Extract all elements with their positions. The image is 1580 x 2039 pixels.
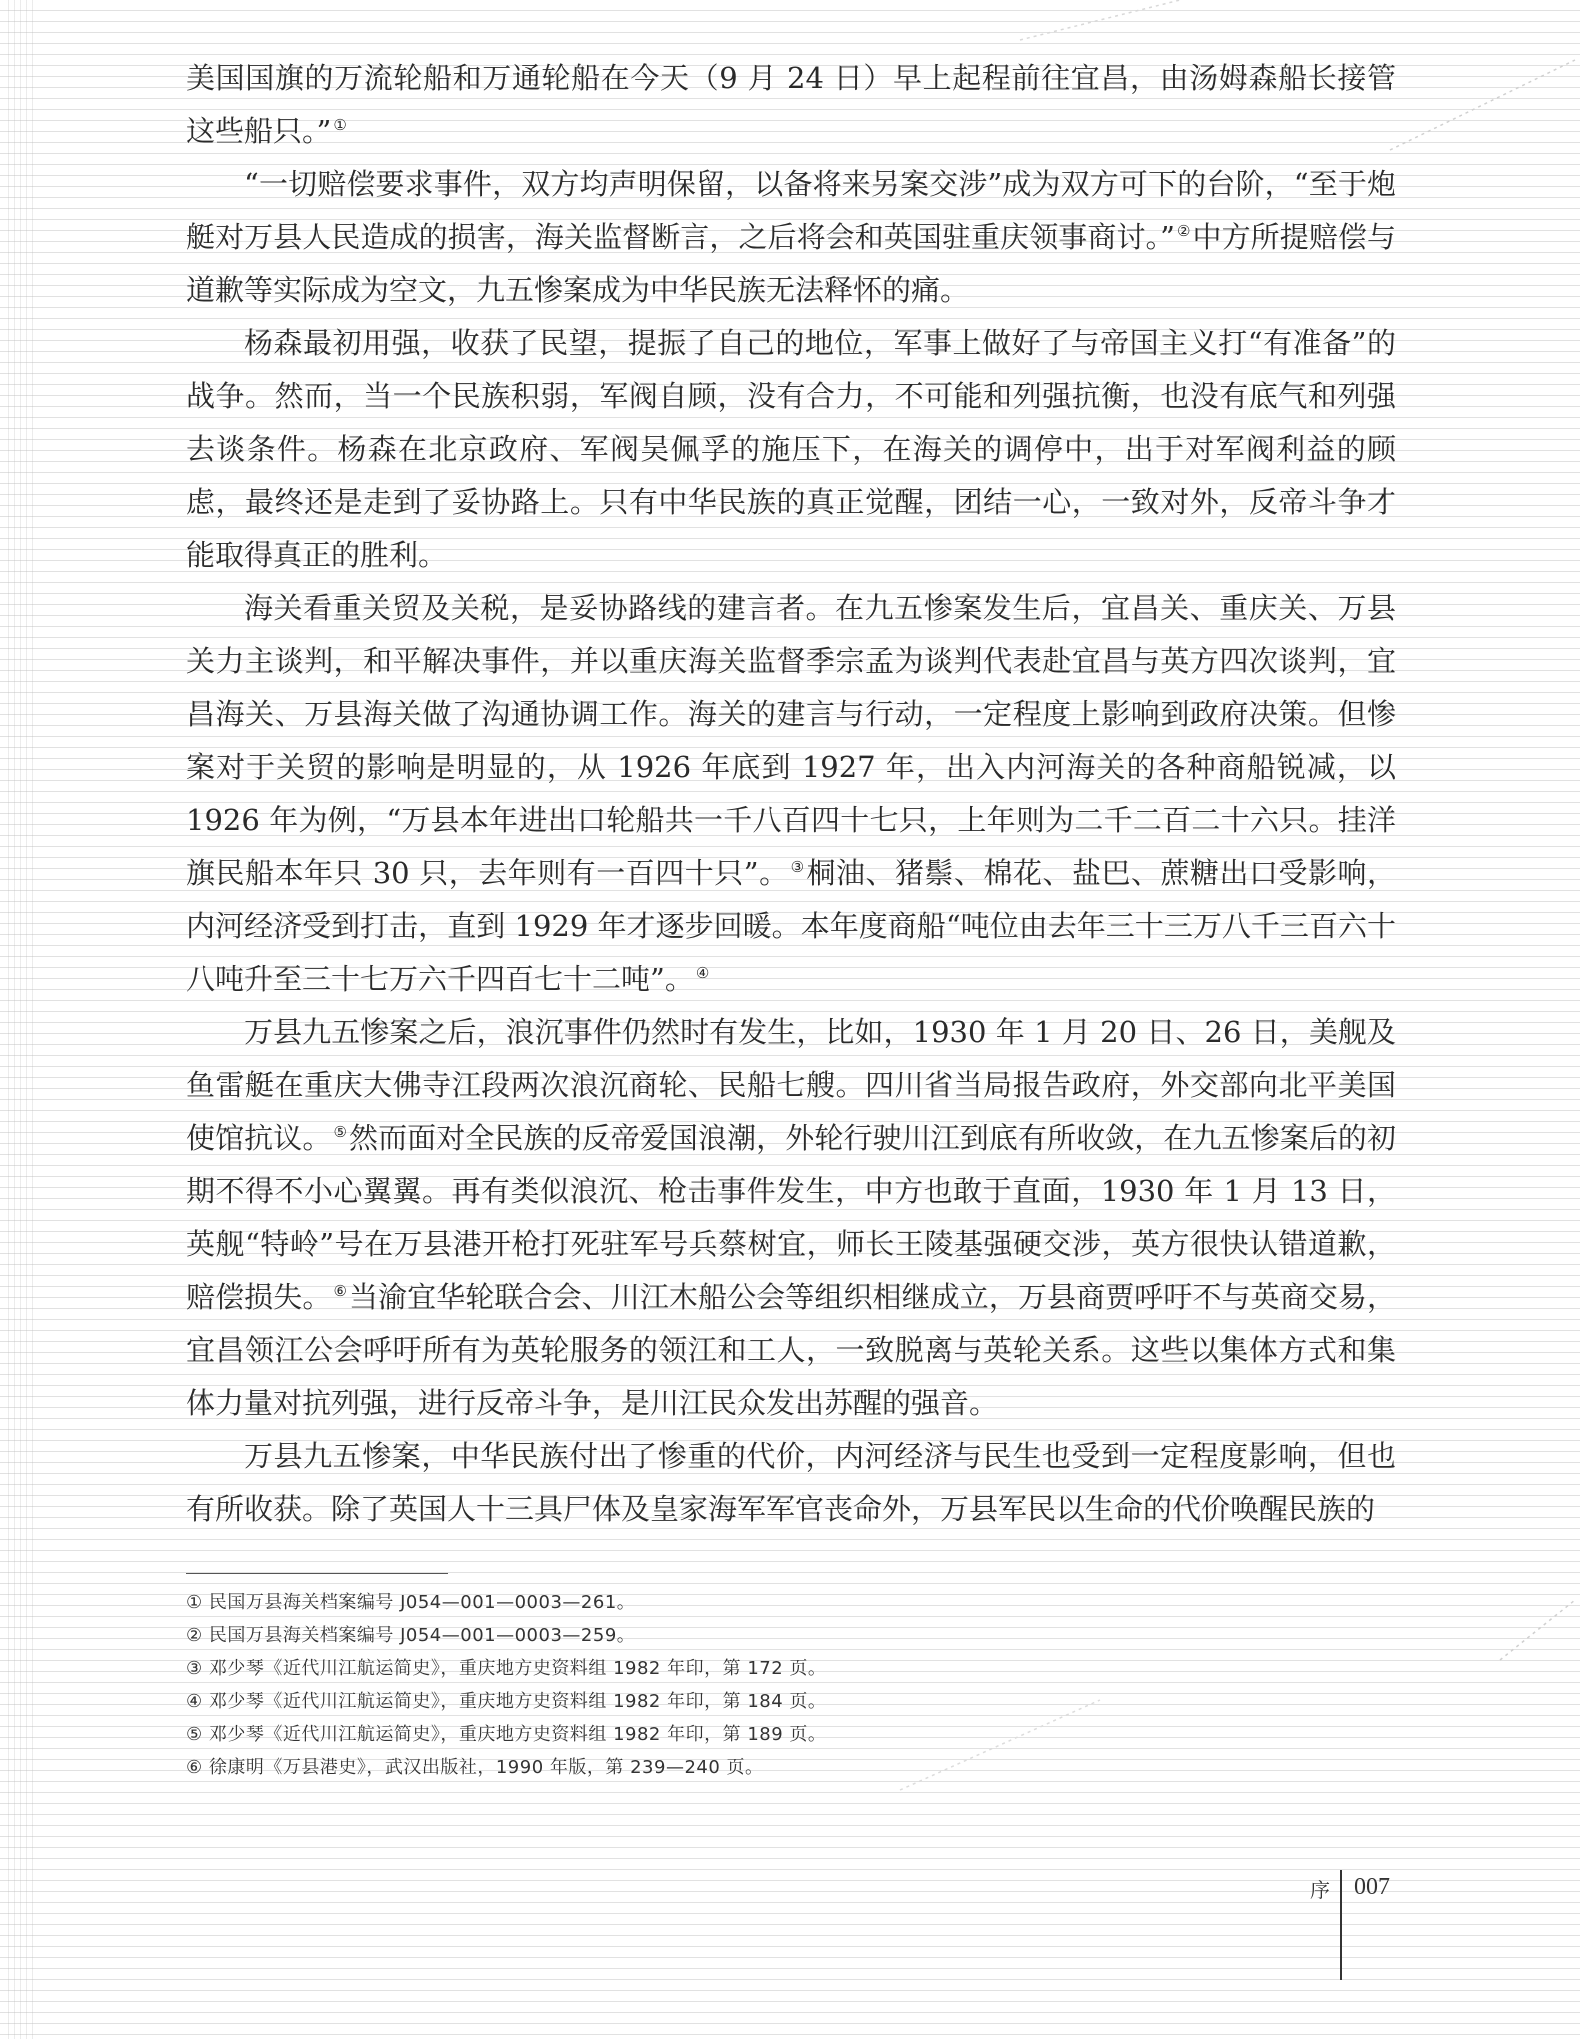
footnote: ⑤ 邓少琴《近代川江航运简史》，重庆地方史资料组 1982 年印，第 189 页。 bbox=[186, 1724, 827, 1745]
paragraph bbox=[186, 52, 1396, 158]
footnote-marker: ⑥ bbox=[333, 1282, 347, 1301]
paragraph-text: 海关看重关贸及关税，是妥协路线的建言者。在九五惨案发生后，宜昌关、重庆关、万县关力主谈判，和平解决事件，并以重庆海关监督季宗孟为谈判代表赴宜昌与英方四次谈判，宜昌海关、万县海关做了沟通协调工作。海关的建言与行动，一定程度上影响到政府决策。但惨案对于关贸的影响是明显的，从 1926 年底到 1927 年，出入内河海关的各种商船锐减，以 1926 年为例，“万县本年进出口轮船共一千八百四十七只，上年则为二千二百二十六只。挂洋旗民船本年只 30 只，去年则有一百四十只”。 bbox=[186, 591, 1396, 890]
footnote-marker: ② bbox=[1176, 222, 1191, 241]
page-number: 007 bbox=[1354, 1874, 1390, 1900]
paragraph-text: “一切赔偿要求事件，双方均声明保留，以备将来另案交涉”成为双方可下的台阶，“至于炮艇对万县人民造成的损害，海关监督断言，之后将会和英国驻重庆领事商讨。” bbox=[186, 167, 1396, 254]
footnote-marker: ③ bbox=[790, 858, 805, 877]
main-text bbox=[186, 52, 1396, 1536]
footer-divider bbox=[1340, 1870, 1342, 1980]
footnote: ② 民国万县海关档案编号 J054—001—0003—259。 bbox=[186, 1625, 636, 1646]
paragraph-text: 桐油、猪鬃、棉花、盐巴、蔗糖出口受影响，内河经济受到打击，直到 1929 年才逐步回暖。本年度商船“吨位由去年三十三万八千三百六十八吨升至三十七万六千四百七十二吨”。 bbox=[186, 856, 1396, 996]
footnote: ① 民国万县海关档案编号 J054—001—0003—261。 bbox=[186, 1592, 636, 1613]
footnote-separator bbox=[186, 1573, 448, 1574]
paragraph-text: 万县九五惨案之后，浪沉事件仍然时有发生，比如，1930 年 1 月 20 日、26 日，美舰及鱼雷艇在重庆大佛寺江段两次浪沉商轮、民船七艘。四川省当局报告政府，外交部向北平美国使馆抗议。 bbox=[186, 1015, 1396, 1155]
paragraph-text: 然而面对全民族的反帝爱国浪潮，外轮行驶川江到底有所收敛，在九五惨案后的初期不得不小心翼翼。再有类似浪沉、枪击事件发生，中方也敢于直面，1930 年 1 月 13 日，英舰“特岭”号在万县港开枪打死驻军号兵蔡树宜，师长王陵基强硬交涉，英方很快认错道歉，赔偿损失。 bbox=[186, 1121, 1396, 1314]
paragraph bbox=[186, 582, 1396, 1006]
footnote-marker: ⑤ bbox=[333, 1123, 347, 1142]
paragraph-text: 中方所提赔偿与道歉等实际成为空文，九五惨案成为中华民族无法释怀的痛。 bbox=[186, 220, 1396, 307]
footnote: ⑥ 徐康明《万县港史》，武汉出版社，1990 年版，第 239—240 页。 bbox=[186, 1757, 764, 1778]
paragraph bbox=[186, 1430, 1396, 1536]
paragraph bbox=[186, 317, 1396, 582]
footnotes bbox=[186, 1586, 1286, 1784]
footnote-marker: ① bbox=[333, 116, 347, 135]
paragraph-text: 当渝宜华轮联合会、川江木船公会等组织相继成立，万县商贾呼吁不与英商交易，宜昌领江公会呼吁所有为英轮服务的领江和工人，一致脱离与英轮关系。这些以集体方式和集体力量对抗列强，进行反帝斗争，是川江民众发出苏醒的强音。 bbox=[186, 1280, 1396, 1420]
footnote: ③ 邓少琴《近代川江航运简史》，重庆地方史资料组 1982 年印，第 172 页。 bbox=[186, 1658, 827, 1679]
paragraph bbox=[186, 1006, 1396, 1430]
paragraph-text: 万县九五惨案，中华民族付出了惨重的代价，内河经济与民生也受到一定程度影响，但也有所收获。除了英国人十三具尸体及皇家海军军官丧命外，万县军民以生命的代价唤醒民族的 bbox=[186, 1439, 1396, 1526]
paragraph-text: 杨森最初用强，收获了民望，提振了自己的地位，军事上做好了与帝国主义打“有准备”的战争。然而，当一个民族积弱，军阀自顾，没有合力，不可能和列强抗衡，也没有底气和列强去谈条件。杨森在北京政府、军阀吴佩孚的施压下，在海关的调停中，出于对军阀利益的顾虑，最终还是走到了妥协路上。只有中华民族的真正觉醒，团结一心，一致对外，反帝斗争才能取得真正的胜利。 bbox=[186, 326, 1396, 572]
section-label: 序 bbox=[1310, 1880, 1330, 1902]
paragraph-text: 美国国旗的万流轮船和万通轮船在今天（9 月 24 日）早上起程前往宜昌，由汤姆森船长接管这些船只。” bbox=[186, 61, 1396, 148]
footnote-marker: ④ bbox=[695, 964, 710, 983]
footnote: ④ 邓少琴《近代川江航运简史》，重庆地方史资料组 1982 年印，第 184 页。 bbox=[186, 1691, 827, 1712]
paragraph bbox=[186, 158, 1396, 317]
